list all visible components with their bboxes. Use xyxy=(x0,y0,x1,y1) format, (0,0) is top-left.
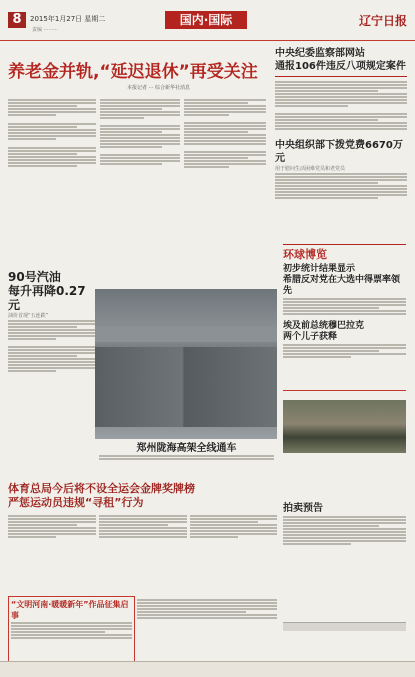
lead-headline: 养老金并轨,“延迟退休”再受关注 xyxy=(8,62,258,82)
newspaper-name: 辽宁日报 xyxy=(358,14,407,28)
page-number: 8 xyxy=(8,12,26,28)
right-top-title-1: 中央纪委监察部网站 xyxy=(275,48,365,59)
egypt-title-1: 埃及前总统穆巴拉克 xyxy=(283,321,365,331)
main-photo xyxy=(95,289,277,439)
page-header xyxy=(0,0,415,41)
sports-title-1: 体育总局今后将不设全运会金牌奖牌榜 xyxy=(8,482,195,495)
section-title: 国内·国际 xyxy=(165,11,247,29)
right-mid-title: 中央组织部下拨党费6670万元 xyxy=(275,140,403,164)
oil-title-1: 90号汽油 xyxy=(8,270,61,284)
right-column xyxy=(275,47,407,200)
greece-title-2: 希腊反对党在大选中得票率领先 xyxy=(283,275,401,296)
photo-caption xyxy=(99,443,274,461)
editor-line: 责编 ········· xyxy=(32,27,58,33)
sports-headline xyxy=(8,482,195,510)
sports-title-2: 严惩运动员违规“寻租”行为 xyxy=(8,496,144,509)
world-heading: 环球博览 xyxy=(283,248,327,261)
right-top-title-2: 通报106件违反八项规定案件 xyxy=(275,61,406,72)
lead-byline: 本报记者 ··· 综合新华社消息 xyxy=(127,85,190,91)
oil-title-3: 油价首现“五连跌” xyxy=(8,313,49,319)
bottom-notice-box xyxy=(8,596,135,664)
bottom-ad-bar xyxy=(283,622,406,631)
bottom-notice-title: “文明河南·暖暖新年”作品征集启事 xyxy=(11,600,129,620)
greece-title-1: 初步统计结果显示 xyxy=(283,264,356,274)
oil-title-2: 每升再降0.27元 xyxy=(8,284,86,312)
auction-heading: 拍卖预告 xyxy=(283,503,323,514)
page-footer xyxy=(0,661,415,677)
photo-caption-title: 郑州陇海高架全线通车 xyxy=(136,443,237,454)
egypt-title-2: 两个儿子获释 xyxy=(283,332,338,342)
world-photo xyxy=(283,400,406,453)
right-mid-subtitle: 用于慰问生活困难党员和老党员 xyxy=(275,166,346,172)
date-line: 2015年1月27日 星期二 xyxy=(30,15,106,23)
